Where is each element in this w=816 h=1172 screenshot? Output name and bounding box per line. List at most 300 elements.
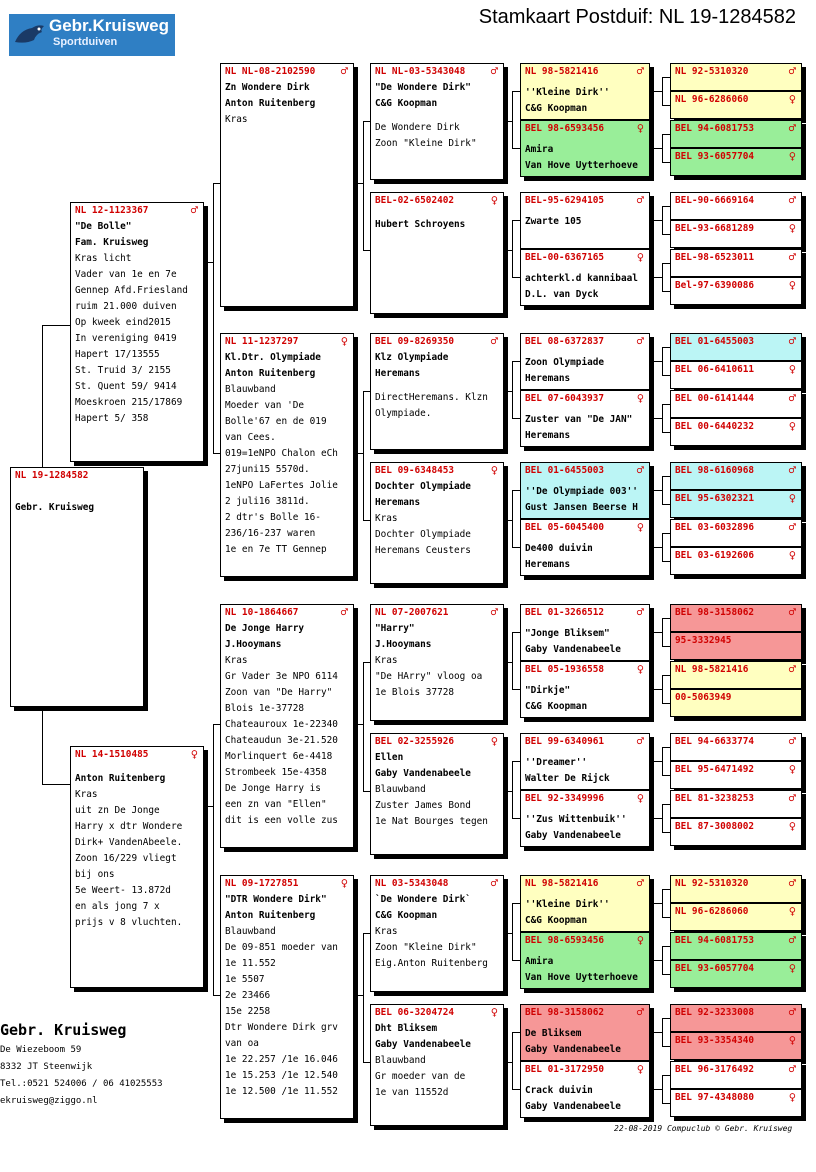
- connector-line: [662, 646, 670, 647]
- connector-line: [662, 206, 663, 234]
- pigeon-info-line: St. Quent 59/ 9414: [75, 381, 177, 392]
- dam-card[interactable]: [70, 746, 204, 988]
- male-symbol-icon: ♂: [490, 605, 498, 619]
- great-grandparent-card[interactable]: [370, 63, 504, 180]
- connector-line: [662, 375, 670, 376]
- g4-ancestor-card[interactable]: [520, 932, 650, 989]
- pigeon-info-line: Zoon 16/229 vliegt: [75, 853, 177, 864]
- connector-line: [662, 234, 670, 235]
- ring-number: BEL 05-1936558: [525, 664, 605, 675]
- connector-line: [650, 903, 662, 904]
- pigeon-info-line: ruim 21.000 duiven: [75, 301, 177, 312]
- pigeon-name-line: "De Wondere Dirk": [375, 82, 471, 93]
- connector-line: [363, 391, 370, 392]
- connector-line: [662, 134, 670, 135]
- connector-line: [662, 263, 670, 264]
- g5-ancestor-card[interactable]: [670, 632, 802, 660]
- owner-street: De Wiezeboom 59: [0, 1045, 82, 1055]
- pigeon-info-line: 1e 15.253 /1e 12.540: [225, 1070, 338, 1081]
- connector-line: [512, 91, 520, 92]
- pigeon-info-line: Moeskroen 215/17869: [75, 397, 183, 408]
- connector-line: [662, 618, 670, 619]
- ring-number: Bel-97-6390086: [675, 280, 755, 291]
- connector-line: [662, 1075, 663, 1103]
- pigeon-info-line: Kras: [375, 513, 398, 524]
- connector-line: [662, 533, 663, 561]
- pigeon-name-line: De Bliksem: [525, 1028, 582, 1039]
- owner-email: ekruisweg@ziggo.nl: [0, 1096, 98, 1106]
- g4-ancestor-card[interactable]: [520, 192, 650, 249]
- pigeon-name-line: Gaby Vandenabeele: [375, 1039, 471, 1050]
- connector-line: [512, 960, 520, 961]
- connector-line: [662, 504, 670, 505]
- g5-ancestor-card[interactable]: [670, 761, 802, 789]
- ring-number: BEL 93-6057704: [675, 151, 755, 162]
- connector-line: [512, 490, 520, 491]
- connector-line: [662, 747, 670, 748]
- ring-number: BEL 06-3204724: [375, 1007, 455, 1018]
- ring-number: NL 92-5310320: [675, 878, 749, 889]
- pigeon-name-line: Zuster van "De JAN": [525, 414, 633, 425]
- g4-ancestor-card[interactable]: [520, 390, 650, 447]
- connector-line: [354, 995, 363, 996]
- g5-ancestor-card[interactable]: [670, 91, 802, 119]
- ring-number: BEL 98-6160968: [675, 465, 755, 476]
- male-symbol-icon: ♂: [340, 605, 348, 619]
- male-symbol-icon: ♂: [490, 876, 498, 890]
- ring-number: BEL 03-6192606: [675, 550, 755, 561]
- male-symbol-icon: ♂: [788, 250, 796, 264]
- connector-line: [213, 453, 220, 454]
- pigeon-name-line: "Dirkje": [525, 685, 571, 696]
- pigeon-info-line: 5e Weert- 13.872d: [75, 885, 171, 896]
- female-symbol-icon: ♀: [636, 520, 644, 534]
- ring-number: BEL 93-3354340: [675, 1035, 755, 1046]
- male-symbol-icon: ♂: [788, 334, 796, 348]
- g5-ancestor-card[interactable]: [670, 249, 802, 277]
- g5-ancestor-card[interactable]: [670, 361, 802, 389]
- connector-line: [504, 791, 512, 792]
- ring-number: NL 10-1864667: [225, 607, 299, 618]
- subject-ring: NL 19-1284582: [15, 470, 89, 481]
- grandparent-card[interactable]: [220, 604, 354, 848]
- ring-number: NL 98-5821416: [675, 664, 749, 675]
- ring-number: BEL 03-6032896: [675, 522, 755, 533]
- g5-ancestor-card[interactable]: [670, 790, 802, 818]
- pigeon-info-line: Eig.Anton Ruitenberg: [375, 958, 488, 969]
- g5-ancestor-card[interactable]: [670, 192, 802, 220]
- connector-line: [662, 476, 670, 477]
- female-symbol-icon: ♀: [490, 734, 498, 748]
- grandparent-card[interactable]: [220, 875, 354, 1119]
- pigeon-info-line: Blauwband: [375, 784, 426, 795]
- ring-number: NL 07-2007621: [375, 607, 449, 618]
- pigeon-info-line: Chateaudun 3e-21.520: [225, 735, 338, 746]
- pigeon-name-line: De Jonge Harry: [225, 623, 305, 634]
- great-grandparent-card[interactable]: [370, 462, 504, 584]
- pigeon-owner-line: Gaby Vandenabeele: [525, 644, 621, 655]
- male-symbol-icon: ♂: [788, 520, 796, 534]
- connector-line: [650, 761, 662, 762]
- female-symbol-icon: ♀: [788, 92, 796, 106]
- connector-line: [662, 804, 670, 805]
- ring-number: BEL 92-3349996: [525, 793, 605, 804]
- g5-ancestor-card[interactable]: [670, 932, 802, 960]
- g5-ancestor-card[interactable]: [670, 661, 802, 689]
- pigeon-name-line: Klz Olympiade: [375, 352, 449, 363]
- connector-line: [662, 134, 663, 162]
- g5-ancestor-card[interactable]: [670, 689, 802, 717]
- connector-line: [512, 689, 520, 690]
- connector-line: [504, 520, 512, 521]
- connector-line: [213, 995, 220, 996]
- male-symbol-icon: ♂: [788, 876, 796, 890]
- pigeon-name-line: ''Kleine Dirk'': [525, 87, 610, 98]
- pigeon-info-line: Olympiade.: [375, 408, 432, 419]
- connector-line: [204, 262, 213, 263]
- pigeon-name-line: J.Hooymans: [225, 639, 282, 650]
- grandparent-card[interactable]: [220, 333, 354, 577]
- ring-number: NL 96-6286060: [675, 906, 749, 917]
- pigeon-info-line: "De HArry" vloog oa: [375, 671, 483, 682]
- pigeon-info-line: 019=1eNPO Chalon eCh: [225, 448, 338, 459]
- pigeon-info-line: 2 juli16 3811d.: [225, 496, 310, 507]
- g5-ancestor-card[interactable]: [670, 1061, 802, 1089]
- footer-credit: 22-08-2019 Compuclub © Gebr. Kruisweg: [614, 1124, 793, 1133]
- pigeon-name-line: Amira: [525, 144, 554, 155]
- pigeon-name-line: Heremans: [375, 497, 421, 508]
- connector-line: [662, 263, 663, 291]
- connector-line: [213, 724, 214, 995]
- ring-number: BEL-98-6523011: [675, 252, 755, 263]
- connector-line: [662, 946, 663, 974]
- subject-card[interactable]: [10, 467, 144, 707]
- connector-line: [662, 703, 670, 704]
- g5-ancestor-card[interactable]: [670, 733, 802, 761]
- pigeon-name-line: `De Wondere Dirk`: [375, 894, 471, 905]
- connector-line: [504, 250, 512, 251]
- ring-number: NL 12-1123367: [75, 205, 149, 216]
- pigeon-info-line: 1e 12.500 /1e 11.552: [225, 1086, 338, 1097]
- ring-number: BEL 94-6633774: [675, 736, 755, 747]
- logo-title: Gebr.Kruisweg: [49, 16, 169, 35]
- pigeon-name-line: "De Bolle": [75, 221, 132, 232]
- male-symbol-icon: ♂: [636, 334, 644, 348]
- ring-number: BEL 95-6302321: [675, 493, 755, 504]
- connector-line: [504, 391, 512, 392]
- connector-line: [662, 162, 670, 163]
- connector-line: [504, 933, 512, 934]
- connector-line: [512, 761, 513, 818]
- pigeon-owner-line: C&G Koopman: [525, 701, 588, 712]
- connector-line: [662, 889, 663, 917]
- g5-ancestor-card[interactable]: [670, 390, 802, 418]
- pigeon-info-line: In vereniging 0419: [75, 333, 177, 344]
- g5-ancestor-card[interactable]: [670, 960, 802, 988]
- great-grandparent-card[interactable]: [370, 192, 504, 314]
- connector-line: [363, 662, 370, 663]
- ring-number: BEL 01-3266512: [525, 607, 605, 618]
- g4-ancestor-card[interactable]: [520, 120, 650, 177]
- female-symbol-icon: ♀: [636, 121, 644, 135]
- g4-ancestor-card[interactable]: [520, 1061, 650, 1118]
- pigeon-info-line: De 09-851 moeder van: [225, 942, 338, 953]
- g5-ancestor-card[interactable]: [670, 333, 802, 361]
- sire-card[interactable]: [70, 202, 204, 462]
- connector-line: [512, 632, 520, 633]
- pigeon-name-line: Fam. Kruisweg: [75, 237, 149, 248]
- g4-ancestor-card[interactable]: [520, 604, 650, 661]
- ring-number: BEL 94-6081753: [675, 935, 755, 946]
- female-symbol-icon: ♀: [788, 221, 796, 235]
- male-symbol-icon: ♂: [788, 121, 796, 135]
- male-symbol-icon: ♂: [636, 876, 644, 890]
- ring-number: BEL 02-3255926: [375, 736, 455, 747]
- ring-number: BEL 01-6455003: [675, 336, 755, 347]
- pigeon-info-line: Bolle'67 en de 019: [225, 416, 327, 427]
- connector-line: [504, 662, 512, 663]
- male-symbol-icon: ♂: [788, 734, 796, 748]
- connector-line: [363, 791, 370, 792]
- male-symbol-icon: ♂: [636, 193, 644, 207]
- great-grandparent-card[interactable]: [370, 733, 504, 855]
- male-symbol-icon: ♂: [636, 463, 644, 477]
- pigeon-info-line: 236/16-237 waren: [225, 528, 316, 539]
- pigeon-info-line: 2 dtr's Bolle 16-: [225, 512, 321, 523]
- pigeon-name-line: ''Kleine Dirk'': [525, 899, 610, 910]
- great-grandparent-card[interactable]: [370, 875, 504, 992]
- ring-number: NL 14-1510485: [75, 749, 149, 760]
- g5-ancestor-card[interactable]: [670, 875, 802, 903]
- female-symbol-icon: ♀: [788, 1033, 796, 1047]
- g4-ancestor-card[interactable]: [520, 249, 650, 306]
- pigeon-info-line: 1e Nat Bourges tegen: [375, 816, 488, 827]
- ring-number: BEL 95-6471492: [675, 764, 755, 775]
- connector-line: [42, 708, 43, 784]
- g5-ancestor-card[interactable]: [670, 1032, 802, 1060]
- pigeon-info-line: 1e 5507: [225, 974, 265, 985]
- ring-number: BEL 00-6141444: [675, 393, 755, 404]
- g4-ancestor-card[interactable]: [520, 1004, 650, 1061]
- female-symbol-icon: ♀: [788, 548, 796, 562]
- ring-number: BEL 98-3158062: [675, 607, 755, 618]
- ring-number: 00-5063949: [675, 692, 732, 703]
- g5-ancestor-card[interactable]: [670, 418, 802, 446]
- female-symbol-icon: ♀: [636, 662, 644, 676]
- ring-number: BEL 05-6045400: [525, 522, 605, 533]
- pigeon-name-line: Zoon Olympiade: [525, 357, 605, 368]
- pigeon-info-line: Moeder van 'De: [225, 400, 305, 411]
- pigeon-owner-line: Heremans: [525, 430, 571, 441]
- connector-line: [504, 1062, 512, 1063]
- connector-line: [662, 404, 670, 405]
- ring-number: NL 98-5821416: [525, 878, 599, 889]
- pigeon-info-line: 1e 22.257 /1e 16.046: [225, 1054, 338, 1065]
- g5-ancestor-card[interactable]: [670, 490, 802, 518]
- connector-line: [354, 724, 363, 725]
- connector-line: [512, 361, 513, 418]
- g5-ancestor-card[interactable]: [670, 462, 802, 490]
- pigeon-info-line: uit zn De Jonge: [75, 805, 160, 816]
- pigeon-info-line: De Jonge Harry is: [225, 783, 321, 794]
- ring-number: BEL-00-6367165: [525, 252, 605, 263]
- g4-ancestor-card[interactable]: [520, 790, 650, 847]
- pigeon-name-line: Crack duivin: [525, 1085, 593, 1096]
- connector-line: [512, 361, 520, 362]
- connector-line: [650, 490, 662, 491]
- pigeon-info-line: Op kweek eind2015: [75, 317, 171, 328]
- connector-line: [363, 520, 370, 521]
- connector-line: [650, 91, 662, 92]
- connector-line: [363, 933, 364, 1062]
- connector-line: [662, 974, 670, 975]
- g4-ancestor-card[interactable]: [520, 519, 650, 576]
- pigeon-name-line: ''De Olympiade 003'': [525, 486, 638, 497]
- g5-ancestor-card[interactable]: [670, 547, 802, 575]
- g5-ancestor-card[interactable]: [670, 120, 802, 148]
- male-symbol-icon: ♂: [788, 463, 796, 477]
- g5-ancestor-card[interactable]: [670, 818, 802, 846]
- female-symbol-icon: ♀: [788, 762, 796, 776]
- g5-ancestor-card[interactable]: [670, 604, 802, 632]
- g4-ancestor-card[interactable]: [520, 63, 650, 120]
- g5-ancestor-card[interactable]: [670, 220, 802, 248]
- ring-number: NL 96-6286060: [675, 94, 749, 105]
- connector-line: [512, 418, 520, 419]
- connector-line: [354, 453, 363, 454]
- connector-line: [662, 1018, 670, 1019]
- connector-line: [662, 533, 670, 534]
- g5-ancestor-card[interactable]: [670, 63, 802, 91]
- g4-ancestor-card[interactable]: [520, 733, 650, 790]
- pigeon-info-line: prijs v 8 vluchten.: [75, 917, 183, 928]
- great-grandparent-card[interactable]: [370, 333, 504, 450]
- logo-subtitle: Sportduiven: [53, 36, 118, 48]
- pigeon-name-line: De400 duivin: [525, 543, 593, 554]
- pigeon-name-line: "Harry": [375, 623, 415, 634]
- female-symbol-icon: ♀: [490, 193, 498, 207]
- ring-number: NL 09-1727851: [225, 878, 299, 889]
- male-symbol-icon: ♂: [788, 1062, 796, 1076]
- connector-line: [662, 1046, 670, 1047]
- connector-line: [512, 903, 520, 904]
- pigeon-owner-line: C&G Koopman: [525, 915, 588, 926]
- grandparent-card[interactable]: [220, 63, 354, 307]
- connector-line: [650, 361, 662, 362]
- ring-number: NL 11-1237297: [225, 336, 299, 347]
- female-symbol-icon: ♀: [636, 250, 644, 264]
- connector-line: [662, 347, 663, 375]
- pigeon-info-line: De Wondere Dirk: [375, 122, 460, 133]
- pigeon-info-line: Harry x dtr Wondere: [75, 821, 183, 832]
- pigeon-name-line: ''Dreamer'': [525, 757, 588, 768]
- g5-ancestor-card[interactable]: [670, 277, 802, 305]
- pigeon-info-line: Gr moeder van de: [375, 1071, 466, 1082]
- male-symbol-icon: ♂: [788, 193, 796, 207]
- pigeon-info-line: 1e en 7e TT Gennep: [225, 544, 327, 555]
- female-symbol-icon: ♀: [490, 1005, 498, 1019]
- connector-line: [662, 1018, 663, 1046]
- pigeon-info-line: Hapert 5/ 358: [75, 413, 149, 424]
- pigeon-owner-line: Heremans: [525, 559, 571, 570]
- g4-ancestor-card[interactable]: [520, 661, 650, 718]
- pigeon-name-line: Anton Ruitenberg: [75, 773, 166, 784]
- ring-number: NL NL-08-2102590: [225, 66, 316, 77]
- connector-line: [662, 77, 663, 105]
- male-symbol-icon: ♂: [490, 334, 498, 348]
- pigeon-name-line: Ellen: [375, 752, 404, 763]
- pigeon-info-line: Zuster James Bond: [375, 800, 471, 811]
- connector-line: [662, 804, 663, 832]
- pigeon-info-line: Kras: [75, 789, 98, 800]
- ring-number: BEL 01-3172950: [525, 1064, 605, 1075]
- pigeon-info-line: Blauwband: [225, 384, 276, 395]
- connector-line: [650, 148, 662, 149]
- great-grandparent-card[interactable]: [370, 604, 504, 721]
- female-symbol-icon: ♀: [788, 419, 796, 433]
- connector-line: [363, 662, 364, 791]
- ring-number: BEL 94-6081753: [675, 123, 755, 134]
- connector-line: [650, 689, 662, 690]
- connector-line: [512, 277, 520, 278]
- connector-line: [662, 1075, 670, 1076]
- g5-ancestor-card[interactable]: [670, 903, 802, 931]
- pigeon-info-line: Hapert 17/13555: [75, 349, 160, 360]
- pigeon-info-line: Zoon "Kleine Dirk": [375, 942, 477, 953]
- pigeon-name-line: Amira: [525, 956, 554, 967]
- connector-line: [512, 148, 520, 149]
- ring-number: BEL 09-8269350: [375, 336, 455, 347]
- male-symbol-icon: ♂: [340, 64, 348, 78]
- g5-ancestor-card[interactable]: [670, 1089, 802, 1117]
- g5-ancestor-card[interactable]: [670, 148, 802, 176]
- page-title: Stamkaart Postduif: NL 19-1284582: [478, 6, 796, 28]
- g5-ancestor-card[interactable]: [670, 1004, 802, 1032]
- pigeon-info-line: Chateauroux 1e-22340: [225, 719, 338, 730]
- pigeon-name-line: Anton Ruitenberg: [225, 98, 316, 109]
- pigeon-name-line: C&G Koopman: [375, 98, 438, 109]
- connector-line: [512, 220, 513, 277]
- pigeon-info-line: 2e 23466: [225, 990, 271, 1001]
- ring-number: BEL 98-6593456: [525, 123, 605, 134]
- connector-line: [650, 1089, 662, 1090]
- g5-ancestor-card[interactable]: [670, 519, 802, 547]
- great-grandparent-card[interactable]: [370, 1004, 504, 1126]
- connector-line: [512, 547, 520, 548]
- ring-number: BEL 98-3158062: [525, 1007, 605, 1018]
- pigeon-info-line: van Cees.: [225, 432, 276, 443]
- connector-line: [662, 775, 670, 776]
- g4-ancestor-card[interactable]: [520, 462, 650, 519]
- connector-line: [662, 618, 663, 646]
- connector-line: [363, 933, 370, 934]
- ring-number: BEL-02-6502402: [375, 195, 455, 206]
- connector-line: [42, 325, 70, 326]
- connector-line: [204, 806, 213, 807]
- male-symbol-icon: ♂: [788, 391, 796, 405]
- pigeon-name-line: Kl.Dtr. Olympiade: [225, 352, 321, 363]
- female-symbol-icon: ♀: [340, 876, 348, 890]
- ring-number: BEL 09-6348453: [375, 465, 455, 476]
- connector-line: [650, 547, 662, 548]
- g4-ancestor-card[interactable]: [520, 333, 650, 390]
- connector-line: [512, 91, 513, 148]
- pigeon-name-line: Anton Ruitenberg: [225, 910, 316, 921]
- male-symbol-icon: ♂: [636, 1005, 644, 1019]
- owner-address: [0, 1018, 163, 1110]
- connector-line: [363, 250, 370, 251]
- g4-ancestor-card[interactable]: [520, 875, 650, 932]
